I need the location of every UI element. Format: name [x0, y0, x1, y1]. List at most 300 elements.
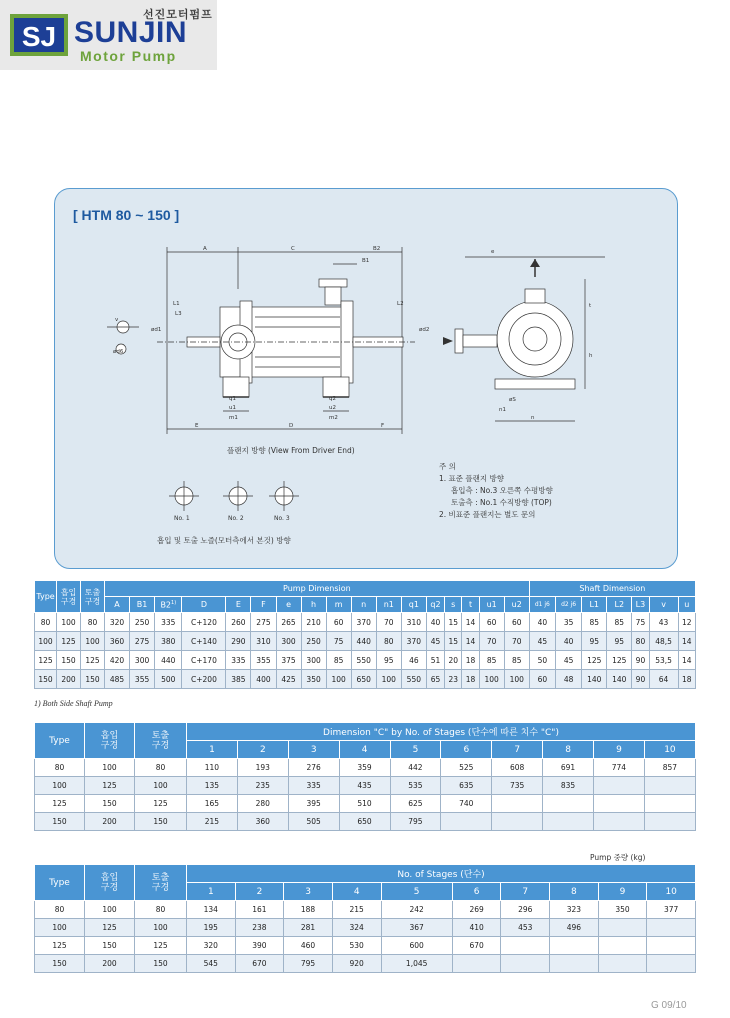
table-cell: 100: [479, 670, 504, 689]
table-cell: 20: [445, 651, 462, 670]
table-cell: 193: [237, 759, 288, 777]
table-row: [35, 632, 696, 651]
table-cell: 53,5: [649, 651, 678, 670]
table-cell: 496: [550, 919, 599, 937]
table-cell: 125: [35, 937, 85, 955]
table-cell: 691: [543, 759, 594, 777]
table-cell: 45: [555, 651, 581, 670]
table-cell: 625: [390, 795, 441, 813]
table-cell: 75: [632, 613, 649, 632]
table-cell: 215: [187, 813, 238, 831]
table-cell: 110: [187, 759, 238, 777]
table-cell: 70: [479, 632, 504, 651]
pump-technical-drawing: [55, 189, 679, 570]
sj-logo-mark-icon: [10, 14, 68, 56]
dim-label-m1: m1: [229, 415, 238, 421]
dim-label-u1: u1: [229, 405, 236, 411]
table-cell: 40: [555, 632, 581, 651]
table-cell: 51: [426, 651, 444, 670]
table-cell: 100: [85, 759, 135, 777]
note-2: 2. 비표준 플랜지는 별도 문의: [439, 510, 536, 519]
table-cell: 150: [135, 813, 187, 831]
table-cell: [452, 955, 501, 973]
shaft-col-header: u: [678, 597, 695, 613]
dim-label-b2: B2: [373, 246, 381, 252]
table-cell: 355: [130, 670, 155, 689]
dim-label-d: D: [289, 423, 294, 429]
table-cell: [441, 813, 492, 831]
table-cell: 48: [555, 670, 581, 689]
stage-col-header: 2: [235, 883, 284, 901]
table-cell: 35: [555, 613, 581, 632]
weight-unit-note: Pump 중량 (kg): [590, 853, 646, 862]
table-cell: 281: [284, 919, 333, 937]
stage-col-header: 10: [647, 883, 696, 901]
table-cell: 242: [381, 901, 452, 919]
dim-label-b1: B1: [362, 258, 370, 264]
table-cell: [501, 937, 550, 955]
table-cell: 360: [237, 813, 288, 831]
type-header: Type: [35, 581, 57, 613]
table-cell: 350: [598, 901, 647, 919]
table-cell: 335: [155, 613, 182, 632]
table-cell: [647, 919, 696, 937]
table-cell: 134: [187, 901, 236, 919]
dimension-table: [34, 580, 696, 689]
table-row: [35, 759, 696, 777]
table-cell: 85: [582, 613, 607, 632]
dim-label-s: øS: [509, 397, 516, 403]
table-cell: 14: [678, 632, 695, 651]
flange-label-3: No. 3: [274, 515, 290, 522]
table-cell: [644, 795, 695, 813]
table-cell: 150: [35, 955, 85, 973]
dim-label-q2: q2: [329, 396, 336, 402]
table-cell: 795: [284, 955, 333, 973]
table-cell: 453: [501, 919, 550, 937]
table-cell: 45: [529, 632, 555, 651]
table-cell: 425: [276, 670, 301, 689]
logo-korean-name: 선진모터펌프: [143, 8, 213, 21]
table-cell: 269: [452, 901, 501, 919]
table-row: [35, 955, 696, 973]
stage-col-header: 1: [187, 741, 238, 759]
table-cell: 740: [441, 795, 492, 813]
table-cell: [644, 777, 695, 795]
stages-group-header: No. of Stages (단수): [187, 865, 696, 883]
table-cell: 80: [135, 901, 187, 919]
note-1b: 토출측 : No.1 수직방향 (TOP): [451, 498, 552, 507]
table-cell: 70: [504, 632, 529, 651]
table-cell: [543, 813, 594, 831]
table-cell: 290: [226, 632, 251, 651]
table-cell: 300: [130, 651, 155, 670]
table-cell: 275: [130, 632, 155, 651]
dim-label-l2: L2: [397, 301, 404, 307]
table-cell: 335: [226, 651, 251, 670]
pump-col-header: D: [182, 597, 226, 613]
table-cell: 125: [582, 651, 607, 670]
table-cell: 200: [85, 955, 135, 973]
table-cell: 70: [376, 613, 401, 632]
stage-col-header: 8: [550, 883, 599, 901]
table-cell: 90: [632, 670, 649, 689]
stage-col-header: 4: [339, 741, 390, 759]
table-row: [35, 919, 696, 937]
stage-col-header: 2: [237, 741, 288, 759]
table-cell: [594, 795, 645, 813]
table-cell: 525: [441, 759, 492, 777]
pump-col-header: n1: [376, 597, 401, 613]
logo-subtitle: Motor Pump: [80, 48, 177, 64]
dim-label-n1: n1: [499, 407, 506, 413]
table-cell: 12: [678, 613, 695, 632]
shaft-dimension-header: Shaft Dimension: [529, 581, 695, 597]
dim-label-u2: u2: [329, 405, 336, 411]
table-cell: C+200: [182, 670, 226, 689]
table-cell: 60: [326, 613, 351, 632]
table-cell: 60: [529, 670, 555, 689]
stage-col-header: 5: [390, 741, 441, 759]
inlet-header: 흡입 구경: [85, 723, 135, 759]
stage-dimension-table: [34, 722, 696, 831]
table-cell: 360: [105, 632, 130, 651]
table-cell: 535: [390, 777, 441, 795]
pump-col-header: A: [105, 597, 130, 613]
shaft-col-header: v: [649, 597, 678, 613]
table-cell: 43: [649, 613, 678, 632]
table-cell: 210: [301, 613, 326, 632]
table-cell: 650: [339, 813, 390, 831]
table-cell: 100: [35, 632, 57, 651]
table-cell: 100: [504, 670, 529, 689]
panel-title: [ HTM 80 ~ 150 ]: [73, 207, 180, 223]
table-cell: [647, 937, 696, 955]
table-cell: 150: [85, 795, 135, 813]
pump-col-header: m: [326, 597, 351, 613]
table-cell: 323: [550, 901, 599, 919]
table-cell: 100: [135, 919, 187, 937]
note-1: 1. 표준 플랜지 방향: [439, 474, 505, 483]
table-cell: 125: [85, 777, 135, 795]
table-cell: 45: [426, 632, 444, 651]
table-cell: 64: [649, 670, 678, 689]
table-cell: 80: [135, 759, 187, 777]
table-row: [35, 813, 696, 831]
table-cell: 350: [301, 670, 326, 689]
table-cell: 300: [276, 632, 301, 651]
table-cell: 85: [504, 651, 529, 670]
table-cell: 18: [678, 670, 695, 689]
table-row: [35, 651, 696, 670]
table-cell: 23: [445, 670, 462, 689]
table-cell: 545: [187, 955, 236, 973]
table-cell: 60: [504, 613, 529, 632]
table-cell: 370: [351, 613, 376, 632]
table-cell: 90: [632, 651, 649, 670]
table-cell: 320: [105, 613, 130, 632]
table-cell: C+140: [182, 632, 226, 651]
table-cell: 95: [607, 632, 632, 651]
table-cell: 100: [326, 670, 351, 689]
table-cell: 774: [594, 759, 645, 777]
table-cell: 50: [529, 651, 555, 670]
table-cell: 195: [187, 919, 236, 937]
pump-col-header: e: [276, 597, 301, 613]
table-cell: [492, 813, 543, 831]
table-cell: 150: [35, 813, 85, 831]
table-cell: 18: [462, 670, 479, 689]
table-cell: 296: [501, 901, 550, 919]
note-1a: 흡입측 : No.3 오른쪽 수평방향: [451, 486, 553, 495]
stage-col-header: 6: [452, 883, 501, 901]
shaft-col-header: L3: [632, 597, 649, 613]
table-cell: 80: [35, 759, 85, 777]
dim-label-h: h: [589, 353, 593, 359]
table-cell: 320: [187, 937, 236, 955]
table-cell: 60: [479, 613, 504, 632]
table-row: [35, 777, 696, 795]
dim-label-d6: ød6: [113, 349, 124, 355]
table-cell: 310: [401, 613, 426, 632]
table-cell: 125: [135, 937, 187, 955]
flange-label-2: No. 2: [228, 515, 244, 522]
table-cell: 735: [492, 777, 543, 795]
table-cell: 375: [276, 651, 301, 670]
logo-english-name: SUNJIN: [74, 16, 188, 49]
table-cell: 275: [251, 613, 276, 632]
weight-table: [34, 864, 696, 973]
table-cell: 140: [582, 670, 607, 689]
table-cell: 80: [632, 632, 649, 651]
stage-col-header: 4: [332, 883, 381, 901]
table-cell: 265: [276, 613, 301, 632]
dim-label-t: t: [589, 303, 592, 309]
outlet-header: 토출 구경: [81, 581, 105, 613]
table-cell: 324: [332, 919, 381, 937]
table-cell: 250: [301, 632, 326, 651]
pump-col-header: u1: [479, 597, 504, 613]
table-cell: 608: [492, 759, 543, 777]
pump-col-header: B1: [130, 597, 155, 613]
outlet-header: 토출 구경: [135, 723, 187, 759]
stage-col-header: 5: [381, 883, 452, 901]
pump-col-header: u2: [504, 597, 529, 613]
shaft-col-header: d2 j6: [555, 597, 581, 613]
table-cell: C+170: [182, 651, 226, 670]
table-cell: 150: [85, 937, 135, 955]
table-cell: 188: [284, 901, 333, 919]
table-cell: 100: [81, 632, 105, 651]
table-cell: 100: [35, 919, 85, 937]
table-cell: 355: [251, 651, 276, 670]
dim-label-q1: q1: [229, 396, 236, 402]
table-cell: 300: [301, 651, 326, 670]
table-row: [35, 795, 696, 813]
table-cell: [598, 937, 647, 955]
dim-label-d1: ød1: [151, 327, 162, 333]
stage-col-header: 1: [187, 883, 236, 901]
table-cell: 276: [288, 759, 339, 777]
notes-title: 주 의: [439, 462, 456, 471]
table-cell: 165: [187, 795, 238, 813]
table-cell: 100: [85, 901, 135, 919]
flange-label-1: No. 1: [174, 515, 190, 522]
table-cell: 550: [351, 651, 376, 670]
table-cell: 100: [35, 777, 85, 795]
stage-col-header: 6: [441, 741, 492, 759]
page-number: G 09/10: [651, 1000, 687, 1011]
table-cell: 359: [339, 759, 390, 777]
table-cell: 370: [401, 632, 426, 651]
table-cell: 500: [155, 670, 182, 689]
table-cell: 250: [130, 613, 155, 632]
table-cell: 380: [155, 632, 182, 651]
table-cell: 390: [235, 937, 284, 955]
pump-col-header: q1: [401, 597, 426, 613]
table-cell: 135: [187, 777, 238, 795]
table-cell: [598, 919, 647, 937]
table-cell: 125: [35, 651, 57, 670]
table-cell: 670: [452, 937, 501, 955]
table-cell: 40: [529, 613, 555, 632]
table-cell: 15: [445, 613, 462, 632]
table-cell: 150: [81, 670, 105, 689]
type-header: Type: [35, 723, 85, 759]
dim-label-c: C: [291, 246, 295, 252]
table-cell: 550: [401, 670, 426, 689]
table-cell: 150: [135, 955, 187, 973]
table-cell: 920: [332, 955, 381, 973]
company-logo: [0, 0, 217, 70]
table-cell: 80: [376, 632, 401, 651]
table-cell: 600: [381, 937, 452, 955]
notes-block: [439, 461, 553, 521]
footnote-mark: 1): [171, 599, 177, 606]
table-cell: 80: [35, 613, 57, 632]
table-cell: 200: [85, 813, 135, 831]
table-cell: 795: [390, 813, 441, 831]
stage-col-header: 7: [492, 741, 543, 759]
pump-col-header: F: [251, 597, 276, 613]
table-cell: 80: [35, 901, 85, 919]
pump-dimension-header: Pump Dimension: [105, 581, 530, 597]
table-cell: 650: [351, 670, 376, 689]
table-cell: 335: [288, 777, 339, 795]
stage-group-header: Dimension "C" by No. of Stages (단수에 따른 치수 "C"): [187, 723, 696, 741]
table-cell: 15: [445, 632, 462, 651]
outlet-header: 토출 구경: [135, 865, 187, 901]
table-cell: 260: [226, 613, 251, 632]
table-cell: 310: [251, 632, 276, 651]
table-cell: 150: [35, 670, 57, 689]
table-cell: 100: [57, 613, 81, 632]
table-cell: 14: [678, 651, 695, 670]
table-cell: 95: [582, 632, 607, 651]
table-cell: 377: [647, 901, 696, 919]
type-header: Type: [35, 865, 85, 901]
shaft-col-header: L2: [607, 597, 632, 613]
pump-col-header: q2: [426, 597, 444, 613]
table-cell: 85: [479, 651, 504, 670]
table-cell: [501, 955, 550, 973]
dim-label-n: n: [531, 415, 535, 421]
stage-col-header: 3: [288, 741, 339, 759]
table-cell: 40: [426, 613, 444, 632]
table-cell: 460: [284, 937, 333, 955]
table-cell: 435: [339, 777, 390, 795]
table-cell: 140: [607, 670, 632, 689]
table-cell: 75: [326, 632, 351, 651]
table-cell: 385: [226, 670, 251, 689]
stage-col-header: 7: [501, 883, 550, 901]
table-cell: 14: [462, 632, 479, 651]
stage-col-header: 10: [644, 741, 695, 759]
table-cell: 530: [332, 937, 381, 955]
table-cell: 125: [57, 632, 81, 651]
pump-col-header: B2$^{1)}$: [155, 597, 182, 613]
table-cell: 835: [543, 777, 594, 795]
table-cell: 505: [288, 813, 339, 831]
dim-label-e-small: e: [491, 249, 495, 255]
dim-label-l3: L3: [175, 311, 182, 317]
inlet-header: 흡입 구경: [57, 581, 81, 613]
table-cell: [647, 955, 696, 973]
table-row: [35, 613, 696, 632]
table-cell: 280: [237, 795, 288, 813]
table-footnote: 1) Both Side Shaft Pump: [34, 699, 113, 708]
shaft-col-header: d1 j6: [529, 597, 555, 613]
table-cell: 440: [155, 651, 182, 670]
table-cell: 125: [85, 919, 135, 937]
table-cell: 125: [607, 651, 632, 670]
stage-col-header: 8: [543, 741, 594, 759]
table-cell: [550, 955, 599, 973]
table-cell: 200: [57, 670, 81, 689]
inlet-header: 흡입 구경: [85, 865, 135, 901]
table-cell: [594, 777, 645, 795]
shaft-col-header: L1: [582, 597, 607, 613]
pump-col-header: E: [226, 597, 251, 613]
table-cell: 420: [105, 651, 130, 670]
dimension-drawing-panel: [54, 188, 678, 569]
table-cell: [644, 813, 695, 831]
dim-label-m2: m2: [329, 415, 338, 421]
logo-mark-letters: SJ: [21, 21, 57, 52]
table-cell: 100: [135, 777, 187, 795]
dim-label-f: F: [381, 423, 385, 429]
pump-col-header: t: [462, 597, 479, 613]
table-cell: 65: [426, 670, 444, 689]
table-cell: 125: [81, 651, 105, 670]
table-cell: 857: [644, 759, 695, 777]
table-row: [35, 670, 696, 689]
table-cell: 235: [237, 777, 288, 795]
flange-caption: 흡입 및 토출 노즐(모터측에서 본것) 방향: [157, 536, 291, 545]
table-cell: 125: [135, 795, 187, 813]
table-cell: 670: [235, 955, 284, 973]
dim-label-d2: ød2: [419, 327, 430, 333]
table-cell: 85: [607, 613, 632, 632]
table-cell: 46: [401, 651, 426, 670]
table-cell: 161: [235, 901, 284, 919]
pump-col-header: n: [351, 597, 376, 613]
stage-col-header: 3: [284, 883, 333, 901]
view-caption: 플랜지 방향 (View From Driver End): [227, 446, 355, 455]
table-cell: 440: [351, 632, 376, 651]
table-cell: [492, 795, 543, 813]
table-cell: 150: [57, 651, 81, 670]
